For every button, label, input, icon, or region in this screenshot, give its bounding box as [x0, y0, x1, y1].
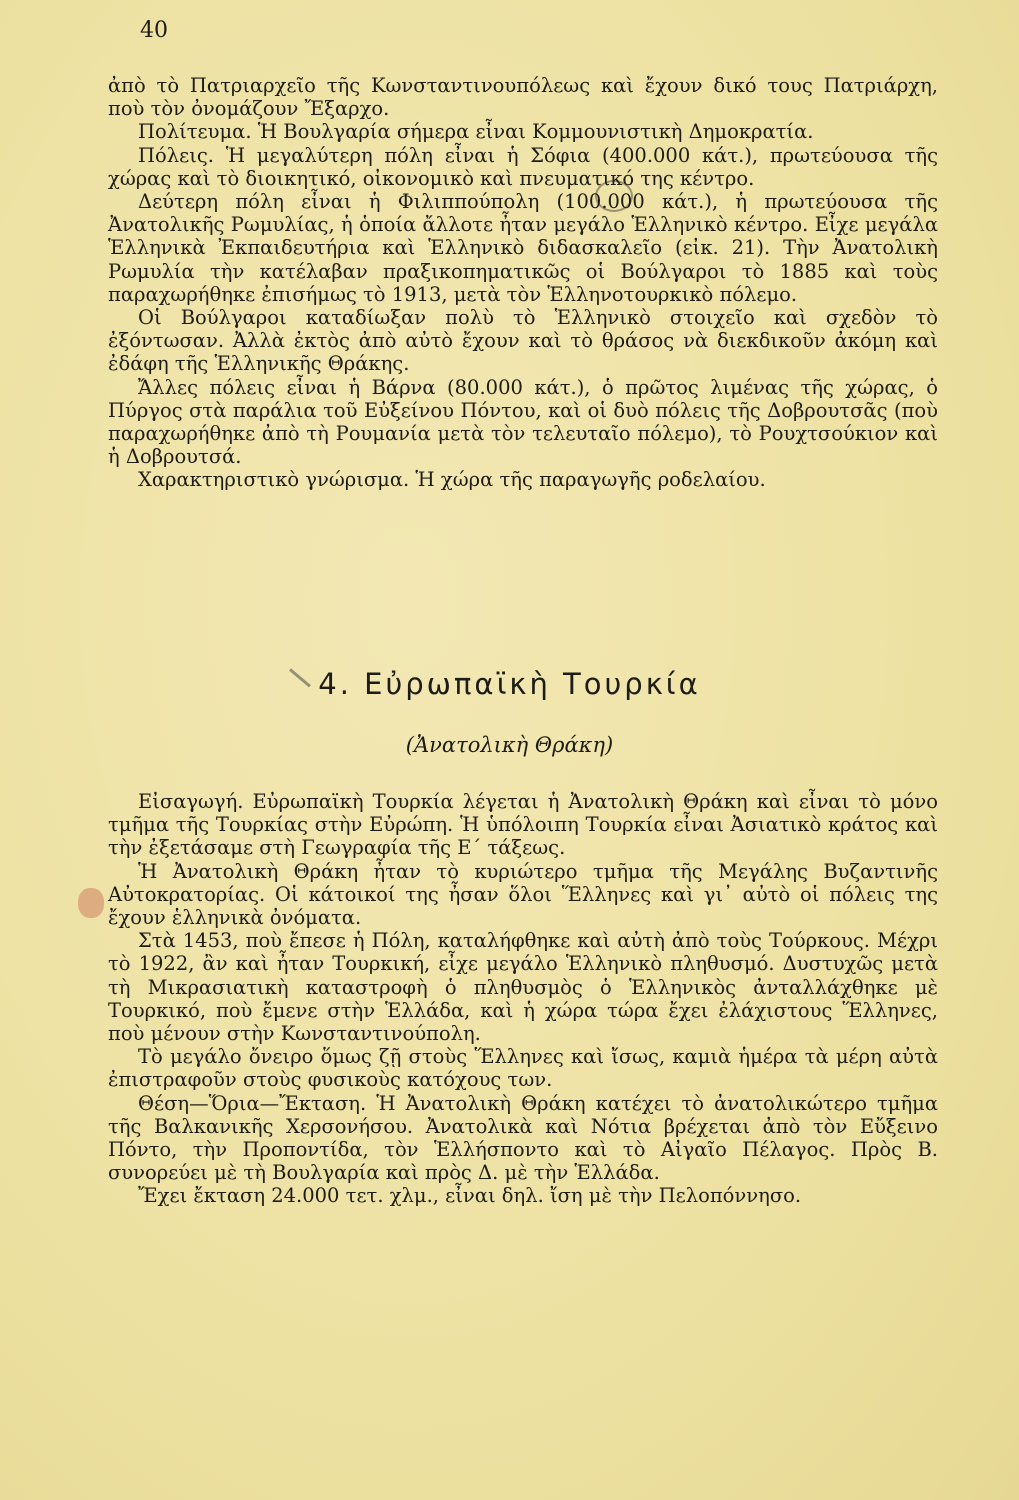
paragraph: Ἡ Ἀνατολικὴ Θράκη ἦταν τὸ κυριώτερο τμῆμα τῆς Μεγάλης Βυζαντινῆς Αὐτοκρατορίας. Οἱ κάτοικοί της ἦσαν ὅλοι Ἕλληνες καὶ γι᾿ αὐτὸ οἱ πόλεις της ἔχουν ἑλληνικὰ ὀνόματα.	[108, 859, 938, 930]
paragraph: Ἄλλες πόλεις εἶναι ἡ Βάρνα (80.000 κάτ.), ὁ πρῶτος λιμένας τῆς χώρας, ὁ Πύργος στὰ παράλια τοῦ Εὐξείνου Πόντου, καὶ οἱ δυὸ πόλεις τῆς Δοβρουτσᾶς (ποὺ παραχωρήθηκε ἀπὸ τὴ Ρουμανία μετὰ τὸν τελευταῖο πόλεμο), τὸ Ρουχτσούκιον καὶ ἡ Δοβρουτσά.	[108, 375, 938, 469]
red-ink-blot	[78, 888, 104, 918]
paragraph: Στὰ 1453, ποὺ ἔπεσε ἡ Πόλη, καταλήφθηκε καὶ αὐτὴ ἀπὸ τοὺς Τούρκους. Μέχρι τὸ 1922, ἂν καὶ ἦταν Τουρκική, εἶχε μεγάλο Ἑλληνικὸ πληθυσμό. Δυστυχῶς μετὰ τὴ Μικρασιατικὴ καταστροφὴ ὁ πληθυσμὸς ὁ Ἑλληνικὸς ἀνταλλάχθηκε μὲ Τουρκικό, ποὺ ἔμενε στὴν Ἑλλάδα, καὶ ἡ χώρα τώρα ἔχει ἐλάχιστους Ἕλληνες, ποὺ μένουν στὴν Κωνσταντινούπολη.	[108, 929, 938, 1046]
paragraph: Πόλεις. Ἡ μεγαλύτερη πόλη εἶναι ἡ Σόφια (400.000 κάτ.), πρωτεύουσα τῆς χώρας καὶ τὸ διοικητικό, οἰκονομικὸ καὶ πνευματικό της κέντρο.	[108, 143, 938, 190]
paragraph: Χαρακτηριστικὸ γνώρισμα. Ἡ χώρα τῆς παραγωγῆς ροδελαίου.	[138, 468, 766, 492]
page-number: 40	[140, 18, 168, 43]
paragraph: Οἱ Βούλγαροι καταδίωξαν πολὺ τὸ Ἑλληνικὸ στοιχεῖο καὶ σχεδὸν τὸ ἐξόντωσαν. Ἀλλὰ ἐκτὸς ἀπὸ αὐτὸ ἔχουν καὶ τὸ θράσος νὰ διεκδικοῦν ἀκόμη καὶ ἐδάφη τῆς Ἑλληνικῆς Θράκης.	[108, 306, 938, 376]
text-block-european-turkey	[108, 790, 938, 1208]
paragraph: ἀπὸ τὸ Πατριαρχεῖο τῆς Κωνσταντινουπόλεως καὶ ἔχουν δικό τους Πατριάρχη, ποὺ τὸν ὀνομάζουν Ἔξαρχο.	[108, 74, 938, 121]
paragraph: Θέση—Ὅρια—Ἔκταση. Ἡ Ἀνατολικὴ Θράκη κατέχει τὸ ἀνατολικώτερο τμῆμα τῆς Βαλκανικῆς Χερσονήσου. Ἀνατολικὰ καὶ Νότια βρέχεται ἀπὸ τὸν Εὔξεινο Πόντο, τὴν Προποντίδα, τὸν Ἑλλήσποντο καὶ τὸ Αἰγαῖο Πέλαγος. Πρὸς Β. συνορεύει μὲ τὴ Βουλγαρία καὶ πρὸς Δ. μὲ τὴν Ἑλλάδα.	[108, 1091, 938, 1185]
paragraph: Πολίτευμα. Ἡ Βουλγαρία σήμερα εἶναι Κομμουνιστικὴ Δημοκρατία.	[138, 120, 814, 144]
paragraph: Ἔχει ἔκταση 24.000 τετ. χλμ., εἶναι δηλ. ἴση μὲ τὴν Πελοπόννησο.	[138, 1184, 802, 1208]
paragraph: Δεύτερη πόλη εἶναι ἡ Φιλιππούπολη (100.000 κάτ.), ἡ πρωτεύουσα τῆς Ἀνατολικῆς Ρωμυλίας, ἡ ὁποία ἄλλοτε ἦταν μεγάλο Ἑλληνικὸ κέντρο. Εἶχε μεγάλα Ἑλληνικὰ Ἐκπαιδευτήρια καὶ Ἑλληνικὸ διδασκαλεῖο (εἰκ. 21). Τὴν Ἀνατολικὴ Ρωμυλία τὴν κατέλαβαν πραξικοπηματικῶς οἱ Βούλγαροι τὸ 1885 καὶ τοὺς παραχωρήθηκε ἐπισήμως τὸ 1913, μετὰ τὸν Ἑλληνοτουρκικὸ πόλεμο.	[108, 190, 938, 306]
paragraph: Εἰσαγωγή. Εὐρωπαϊκὴ Τουρκία λέγεται ἡ Ἀνατολικὴ Θράκη καὶ εἶναι τὸ μόνο τμῆμα τῆς Τουρκίας στὴν Εὐρώπη. Ἡ ὑπόλοιπη Τουρκία εἶναι Ἀσιατικὸ κράτος καὶ τὴν ἐξετάσαμε στὴ Γεωγραφία τῆς Ε΄ τάξεως.	[108, 790, 938, 860]
section-subheading: (Ἀνατολικὴ Θράκη)	[405, 733, 614, 757]
paragraph: Τὸ μεγάλο ὄνειρο ὅμως ζῇ στοὺς Ἕλληνες καὶ ἴσως, καμιὰ ἡμέρα τὰ μέρη αὐτὰ ἐπιστραφοῦν στοὺς φυσικοὺς κατόχους των.	[108, 1045, 938, 1092]
section-heading: 4. Εὐρωπαϊκὴ Τουρκία	[318, 667, 701, 701]
text-block-bulgaria	[108, 74, 938, 492]
